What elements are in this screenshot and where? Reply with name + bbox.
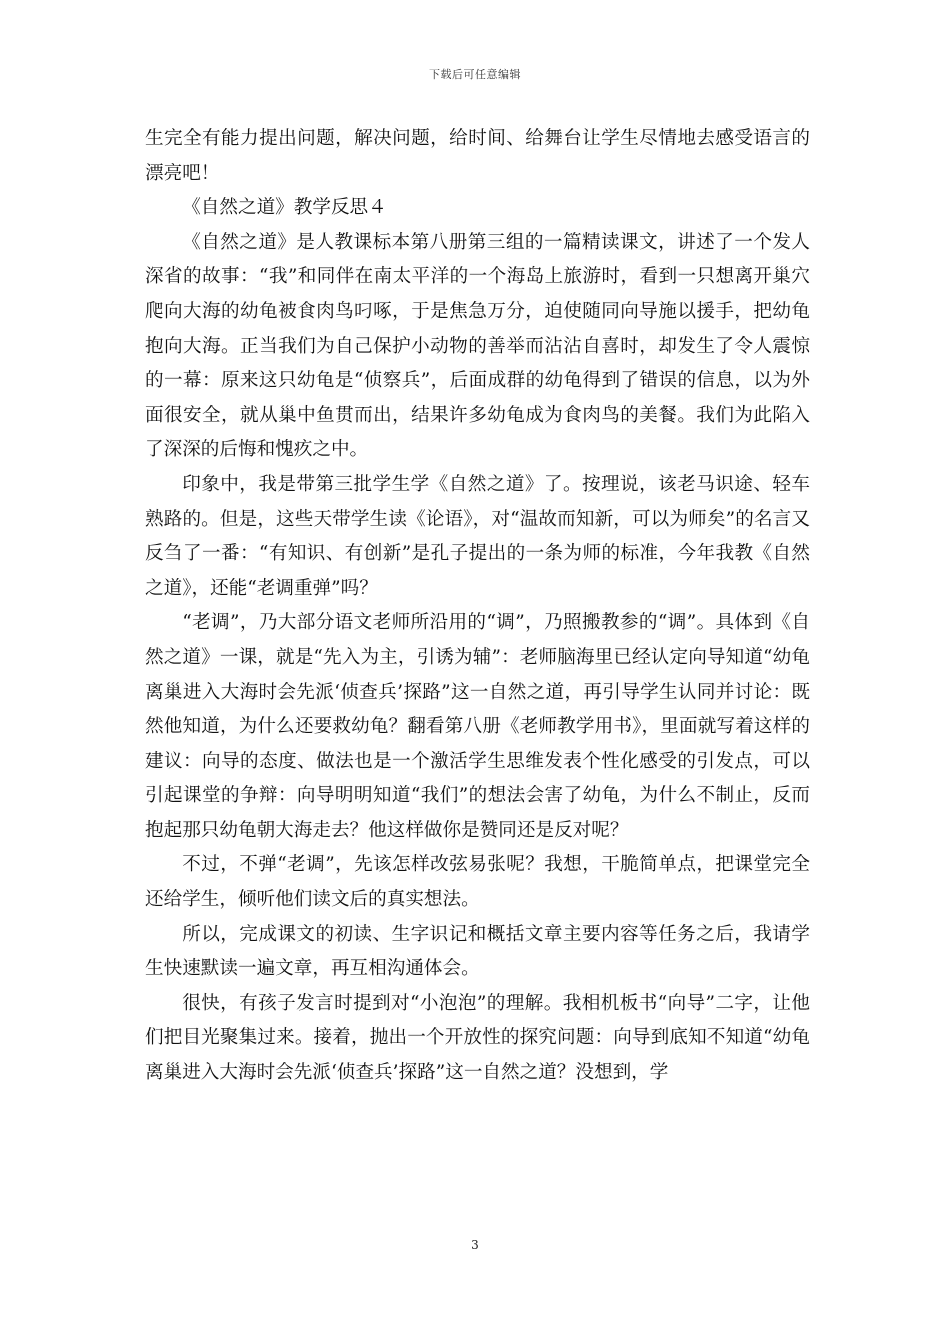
paragraph-3: 印象中，我是带第三批学生学《自然之道》了。按理说，该老马识途、轻车熟路的。但是，这些天带学生读《论语》，对“温故而知新，可以为师矣”的名言又反刍了一番：“有知识、有创新”是孔子提出的一条为师的标准，今年我教《自然之道》，还能“老调重弹”吗？ [145, 473, 810, 599]
paragraph-6: 所以，完成课文的初读、生字识记和概括文章主要内容等任务之后，我请学生快速默读一遍文章，再互相沟通体会。 [145, 923, 810, 980]
paragraph-7: 很快，有孩子发言时提到对“小泡泡”的理解。我相机板书“向导”二字，让他们把目光聚集过来。接着，抛出一个开放性的探究问题：向导到底知不知道“幼龟离巢进入大海时会先派‘侦查兵’探路”这一自然之道？没想到，学 [145, 992, 810, 1084]
document-body [145, 122, 810, 1091]
paragraph-5: 不过，不弹“老调”，先该怎样改弦易张呢？我想，干脆简单点，把课堂完全还给学生，倾听他们读文后的真实想法。 [145, 854, 810, 911]
paragraph-4: “老调”，乃大部分语文老师所沿用的“调”，乃照搬教参的“调”。具体到《自然之道》一课，就是“先入为主，引诱为辅”：老师脑海里已经认定向导知道“幼龟离巢进入大海时会先派‘侦查兵’探路”这一自然之道，再引导学生认同并讨论：既然他知道，为什么还要救幼龟？翻看第八册《老师教学用书》，里面就写着这样的建议：向导的态度、做法也是一个激活学生思维发表个性化感受的引发点，可以引起课堂的争辩：向导明明知道“我们”的想法会害了幼龟，为什么不制止，反而抱起那只幼龟朝大海走去？他这样做你是赞同还是反对呢？ [145, 612, 810, 841]
section-title: 《自然之道》教学反思４ [182, 197, 387, 219]
paragraph-1: 生完全有能力提出问题，解决问题，给时间、给舞台让学生尽情地去感受语言的漂亮吧！ [145, 128, 810, 184]
page-number: 3 [471, 1238, 479, 1252]
page-header: 下载后可任意编辑 [429, 68, 521, 81]
paragraph-2: 《自然之道》是人教课标本第八册第三组的一篇精读课文，讲述了一个发人深省的故事：“我”和同伴在南太平洋的一个海岛上旅游时，看到一只想离开巢穴爬向大海的幼龟被食肉鸟叼啄，于是焦急万分，迫使随同向导施以援手，把幼龟抱向大海。正当我们为自己保护小动物的善举而沾沾自喜时，却发生了令人震惊的一幕：原来这只幼龟是“侦察兵”，后面成群的幼龟得到了错误的信息，以为外面很安全，就从巢中鱼贯而出，结果许多幼龟成为食肉鸟的美餐。我们为此陷入了深深的后悔和愧疚之中。 [145, 231, 810, 461]
